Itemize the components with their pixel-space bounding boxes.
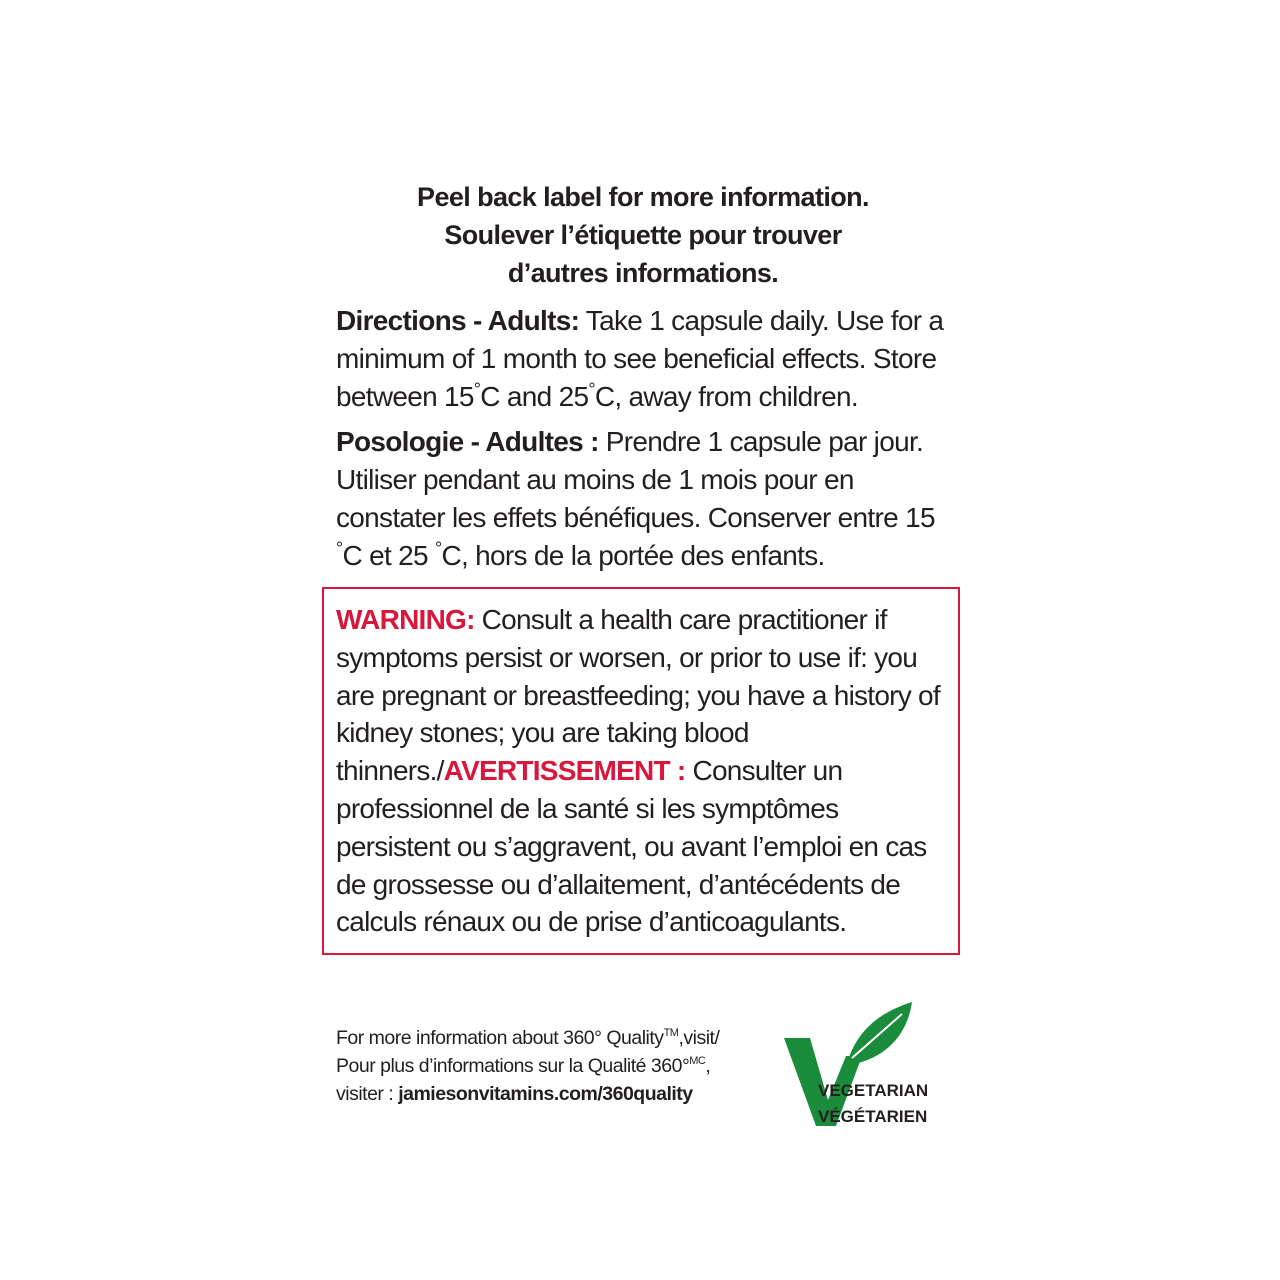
directions-french bbox=[336, 423, 958, 575]
degree-sign: ° bbox=[434, 538, 442, 559]
visiter-text: visiter : bbox=[336, 1083, 399, 1105]
label-panel bbox=[336, 178, 958, 955]
peel-line-3: d’autres informations. bbox=[507, 258, 779, 288]
avertissement-text: Consulter un professionnel de la santé si les symptômes persistent ou s’aggravent, ou avant l’emploi en cas de grossesse ou d’allaitement, d’antécédents de calculs rénaux ou de prise d’anticoagulants. bbox=[336, 755, 927, 938]
directions-text-3: C, away from children. bbox=[594, 381, 858, 412]
vegetarian-label-fr: VÉGÉTARIEN bbox=[818, 1107, 928, 1126]
directions-english bbox=[336, 302, 958, 416]
avertissement-heading: AVERTISSEMENT : bbox=[443, 755, 686, 787]
degree-sign: ° bbox=[588, 379, 595, 400]
directions-text-1: Take 1 capsule daily. Use for a minimum of 1 month to see beneficial effects. Store between 15 bbox=[336, 305, 944, 412]
warning-heading: WARNING: bbox=[336, 604, 475, 635]
warning-text: Consult a health care practitioner if symptoms persist or worsen, or prior to use if: you are pregnant or breastfeeding; you have a history of kidney stones; you are taking blood thinners./ bbox=[336, 604, 940, 787]
quality-line-en bbox=[336, 1024, 766, 1052]
quality-text-en: For more information about 360° Quality bbox=[336, 1027, 664, 1049]
directions-heading: Directions - Adults: bbox=[336, 305, 580, 336]
posologie-text-2: C et 25 bbox=[342, 540, 435, 571]
trademark-sup: TM bbox=[663, 1027, 679, 1039]
posologie-text-3: C, hors de la portée des enfants. bbox=[441, 540, 825, 571]
directions-text-2: C and 25 bbox=[480, 381, 589, 412]
vegetarian-label-en: VEGETARIAN bbox=[818, 1081, 929, 1100]
posologie-heading: Posologie - Adultes : bbox=[336, 426, 599, 457]
marque-sup: MC bbox=[689, 1055, 706, 1067]
degree-sign: ° bbox=[473, 379, 481, 400]
quality-text-fr-end: , bbox=[705, 1055, 711, 1077]
quality-line-url bbox=[336, 1080, 766, 1108]
peel-line-2: Soulever l’étiquette pour trouver bbox=[444, 220, 842, 250]
quality-url: jamiesonvitamins.com/360quality bbox=[398, 1083, 693, 1105]
warning-box bbox=[322, 587, 960, 955]
quality-line-fr bbox=[336, 1052, 766, 1080]
peel-back-notice bbox=[328, 178, 958, 292]
quality-text-en-end: ,visit/ bbox=[678, 1027, 720, 1049]
posologie-text-1: Prendre 1 capsule par jour. Utiliser pendant au moins de 1 mois pour en constater les effets bénéfiques. Conserver entre 15 bbox=[336, 426, 935, 533]
quality-info bbox=[336, 1024, 766, 1108]
peel-line-1: Peel back label for more information. bbox=[417, 182, 869, 212]
degree-sign: ° bbox=[336, 538, 343, 559]
quality-text-fr: Pour plus d’informations sur la Qualité 360° bbox=[336, 1055, 690, 1077]
